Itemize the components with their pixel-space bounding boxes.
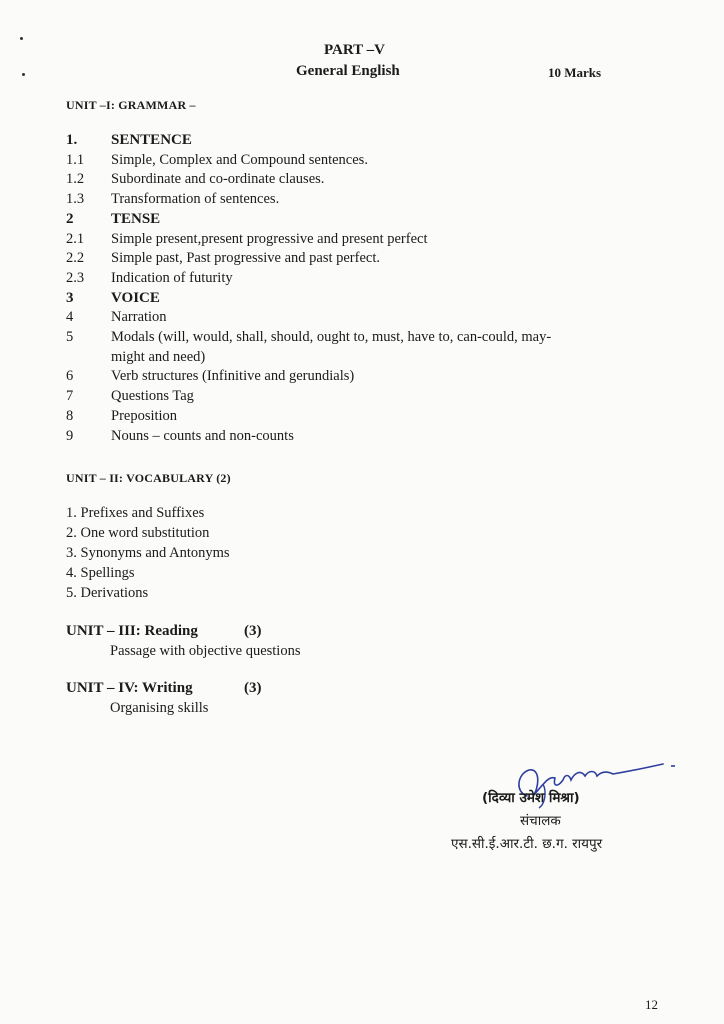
item-number: 1.2 — [66, 171, 85, 188]
item-number: 5 — [66, 329, 74, 345]
signatory-designation: संचालक — [520, 813, 561, 829]
unit4-desc: Organising skills — [110, 700, 209, 716]
item-number: 2 — [66, 210, 74, 227]
page-number: 12 — [645, 997, 658, 1012]
unit4-title: UNIT – IV: Writing — [66, 680, 193, 696]
item-number: 1.1 — [66, 151, 85, 168]
item-text: Verb structures (Infinitive and gerundials) — [111, 368, 355, 385]
item-text: Indication of futurity — [111, 269, 233, 286]
item-number: 1. — [66, 132, 78, 148]
item-text: VOICE — [111, 289, 160, 306]
item-text: might and need) — [111, 348, 206, 365]
vocabulary-list — [66, 503, 230, 603]
item-number: 6 — [66, 368, 74, 385]
vocabulary-item: 3. Synonyms and Antonyms — [66, 545, 230, 561]
item-number: 2.2 — [66, 250, 85, 267]
item-text: Transformation of sentences. — [111, 191, 280, 208]
item-text: Simple, Complex and Compound sentences. — [111, 151, 368, 168]
item-text: Modals (will, would, shall, should, ought to, must, have to, can-could, may- — [111, 329, 552, 345]
item-number: 2.1 — [66, 230, 85, 247]
item-number: 8 — [66, 407, 74, 424]
item-number: 4 — [66, 309, 74, 326]
marks-label: 10 Marks — [548, 65, 602, 80]
vocabulary-item: 2. One word substitution — [66, 525, 210, 541]
item-text: Simple present,present progressive and present perfect — [111, 230, 428, 247]
vocabulary-item: 4. Spellings — [66, 565, 135, 581]
item-number: 1.3 — [66, 191, 85, 208]
item-text: Subordinate and co-ordinate clauses. — [111, 171, 325, 188]
margin-dot — [20, 37, 23, 40]
signatory-name: (दिव्या उमेश मिश्रा) — [482, 790, 580, 806]
item-text: Nouns – counts and non-counts — [111, 427, 294, 444]
vocabulary-item: 5. Derivations — [66, 585, 149, 601]
item-text: Questions Tag — [111, 388, 194, 405]
item-number: 3 — [66, 289, 74, 306]
unit1-title: UNIT –I: GRAMMAR – — [66, 98, 196, 112]
unit3-marks: (3) — [244, 623, 262, 639]
unit3-title: UNIT – III: Reading — [66, 623, 198, 639]
item-text: SENTENCE — [111, 132, 192, 148]
item-text: Simple past, Past progressive and past perfect. — [111, 250, 380, 267]
unit2-title: UNIT – II: VOCABULARY (2) — [66, 471, 231, 485]
part-heading: PART –V — [324, 42, 386, 58]
subject-heading: General English — [296, 63, 400, 79]
margin-dot — [22, 73, 25, 76]
item-number: 9 — [66, 427, 74, 444]
item-number: 2.3 — [66, 269, 85, 286]
item-text: Preposition — [111, 407, 178, 424]
item-number: 7 — [66, 388, 74, 405]
unit3-desc: Passage with objective questions — [110, 643, 301, 659]
item-text: TENSE — [111, 210, 161, 227]
signatory-office: एस.सी.ई.आर.टी. छ.ग. रायपुर — [451, 836, 603, 852]
unit4-marks: (3) — [244, 680, 262, 696]
item-text: Narration — [111, 309, 167, 326]
vocabulary-item: 1. Prefixes and Suffixes — [66, 505, 205, 521]
